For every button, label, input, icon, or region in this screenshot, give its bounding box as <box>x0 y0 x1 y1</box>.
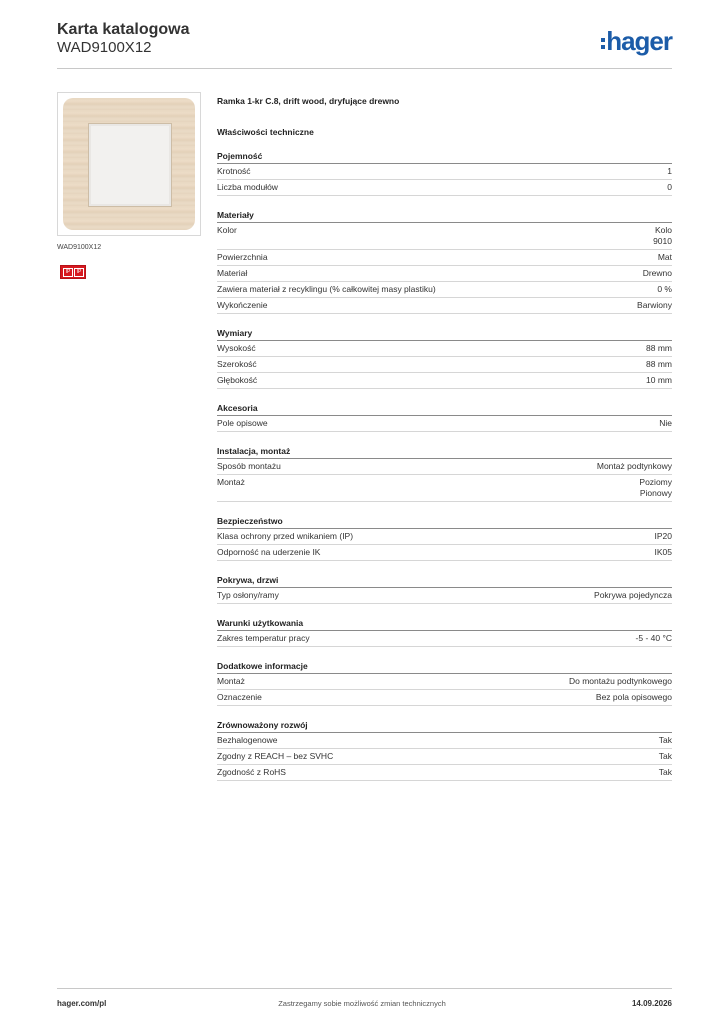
spec-label: Zgodność z RoHS <box>217 767 286 777</box>
spec-label: Montaż <box>217 676 245 686</box>
ip-badge-left: IP <box>63 268 73 277</box>
section-title: Bezpieczeństwo <box>217 512 672 529</box>
spec-label: Odporność na uderzenie IK <box>217 547 321 557</box>
section-title: Instalacja, montaż <box>217 442 672 459</box>
logo-text: hager <box>606 26 672 56</box>
spec-label: Pole opisowe <box>217 418 268 428</box>
spec-section <box>217 657 672 706</box>
spec-label: Kolor <box>217 225 237 235</box>
header-divider <box>57 68 672 69</box>
logo-dots-icon <box>601 38 605 49</box>
spec-row <box>217 545 672 561</box>
section-title: Wymiary <box>217 324 672 341</box>
spec-value: Kolo 9010 <box>653 225 672 246</box>
spec-value: 88 mm <box>646 343 672 353</box>
spec-row <box>217 282 672 298</box>
spec-value: 88 mm <box>646 359 672 369</box>
spec-label: Wysokość <box>217 343 256 353</box>
ip-badge-icon <box>60 265 86 279</box>
spec-label: Bezhalogenowe <box>217 735 278 745</box>
spec-row <box>217 341 672 357</box>
spec-value: Montaż podtynkowy <box>596 461 672 471</box>
spec-row <box>217 529 672 545</box>
spec-row <box>217 180 672 196</box>
spec-value: Do montażu podtynkowego <box>568 676 672 686</box>
spec-row <box>217 765 672 781</box>
spec-label: Montaż <box>217 477 245 487</box>
spec-row <box>217 416 672 432</box>
spec-section <box>217 399 672 432</box>
spec-section <box>217 147 672 196</box>
spec-label: Zakres temperatur pracy <box>217 633 310 643</box>
spec-value: 0 <box>667 182 672 192</box>
spec-value: Drewno <box>642 268 672 278</box>
spec-row <box>217 475 672 502</box>
spec-value: 0 % <box>657 284 672 294</box>
spec-value: IK05 <box>654 547 672 557</box>
spec-label: Typ osłony/ramy <box>217 590 279 600</box>
spec-section <box>217 442 672 502</box>
section-title: Dodatkowe informacje <box>217 657 672 674</box>
spec-content <box>217 90 672 791</box>
spec-row <box>217 459 672 475</box>
page-title: Karta katalogowa <box>57 21 190 38</box>
spec-row <box>217 588 672 604</box>
spec-row <box>217 631 672 647</box>
footer-date: 14.09.2026 <box>631 999 672 1008</box>
section-title: Warunki użytkowania <box>217 614 672 631</box>
spec-value: Tak <box>658 767 672 777</box>
product-code: WAD9100X12 <box>57 39 152 56</box>
spec-label: Głębokość <box>217 375 258 385</box>
spec-value: Pokrywa pojedyncza <box>594 590 672 600</box>
spec-value: Tak <box>658 751 672 761</box>
spec-label: Sposób montażu <box>217 461 281 471</box>
frame-opening <box>88 123 172 207</box>
spec-row <box>217 690 672 706</box>
spec-section <box>217 324 672 389</box>
spec-label: Powierzchnia <box>217 252 268 262</box>
frame-image <box>63 98 195 230</box>
spec-label: Szerokość <box>217 359 257 369</box>
spec-value: 10 mm <box>646 375 672 385</box>
spec-value: Nie <box>659 418 672 428</box>
spec-row <box>217 674 672 690</box>
spec-label: Krotność <box>217 166 251 176</box>
spec-row <box>217 266 672 282</box>
section-title: Zrównoważony rozwój <box>217 716 672 733</box>
section-title: Akcesoria <box>217 399 672 416</box>
spec-row <box>217 373 672 389</box>
spec-label: Zgodny z REACH – bez SVHC <box>217 751 334 761</box>
spec-row <box>217 749 672 765</box>
spec-row <box>217 357 672 373</box>
spec-section <box>217 614 672 647</box>
spec-section <box>217 512 672 561</box>
spec-label: Klasa ochrony przed wnikaniem (IP) <box>217 531 354 541</box>
spec-row <box>217 733 672 749</box>
hager-logo[interactable] <box>601 28 672 54</box>
section-title: Pokrywa, drzwi <box>217 571 672 588</box>
spec-value: -5 - 40 °C <box>635 633 672 643</box>
section-title: Pojemność <box>217 147 672 164</box>
product-image <box>57 92 201 236</box>
spec-row <box>217 223 672 250</box>
footer-disclaimer: Zastrzegamy sobie możliwość zmian technicznych <box>278 999 446 1008</box>
spec-row <box>217 298 672 314</box>
spec-section <box>217 206 672 314</box>
spec-label: Liczba modułów <box>217 182 278 192</box>
spec-row <box>217 250 672 266</box>
spec-value: 1 <box>667 166 672 176</box>
footer-website-link[interactable]: hager.com/pl <box>57 999 107 1008</box>
spec-label: Materiał <box>217 268 248 278</box>
spec-label: Wykończenie <box>217 300 268 310</box>
spec-sections <box>217 147 672 781</box>
spec-value: Poziomy Pionowy <box>639 477 672 498</box>
image-caption: WAD9100X12 <box>57 244 102 251</box>
section-title: Materiały <box>217 206 672 223</box>
spec-section <box>217 571 672 604</box>
spec-value: Bez pola opisowego <box>595 692 672 702</box>
ip-badge-right: IP <box>74 268 84 277</box>
footer-divider <box>57 988 672 989</box>
spec-value: Barwiony <box>637 300 672 310</box>
spec-label: Oznaczenie <box>217 692 262 702</box>
tech-heading: Właściwości techniczne <box>217 127 314 137</box>
spec-row <box>217 164 672 180</box>
spec-value: Mat <box>657 252 672 262</box>
spec-value: IP20 <box>654 531 672 541</box>
spec-section <box>217 716 672 781</box>
product-title: Ramka 1-kr C.8, drift wood, dryfujące drewno <box>217 96 400 106</box>
spec-label: Zawiera materiał z recyklingu (% całkowitej masy plastiku) <box>217 284 436 294</box>
spec-value: Tak <box>658 735 672 745</box>
